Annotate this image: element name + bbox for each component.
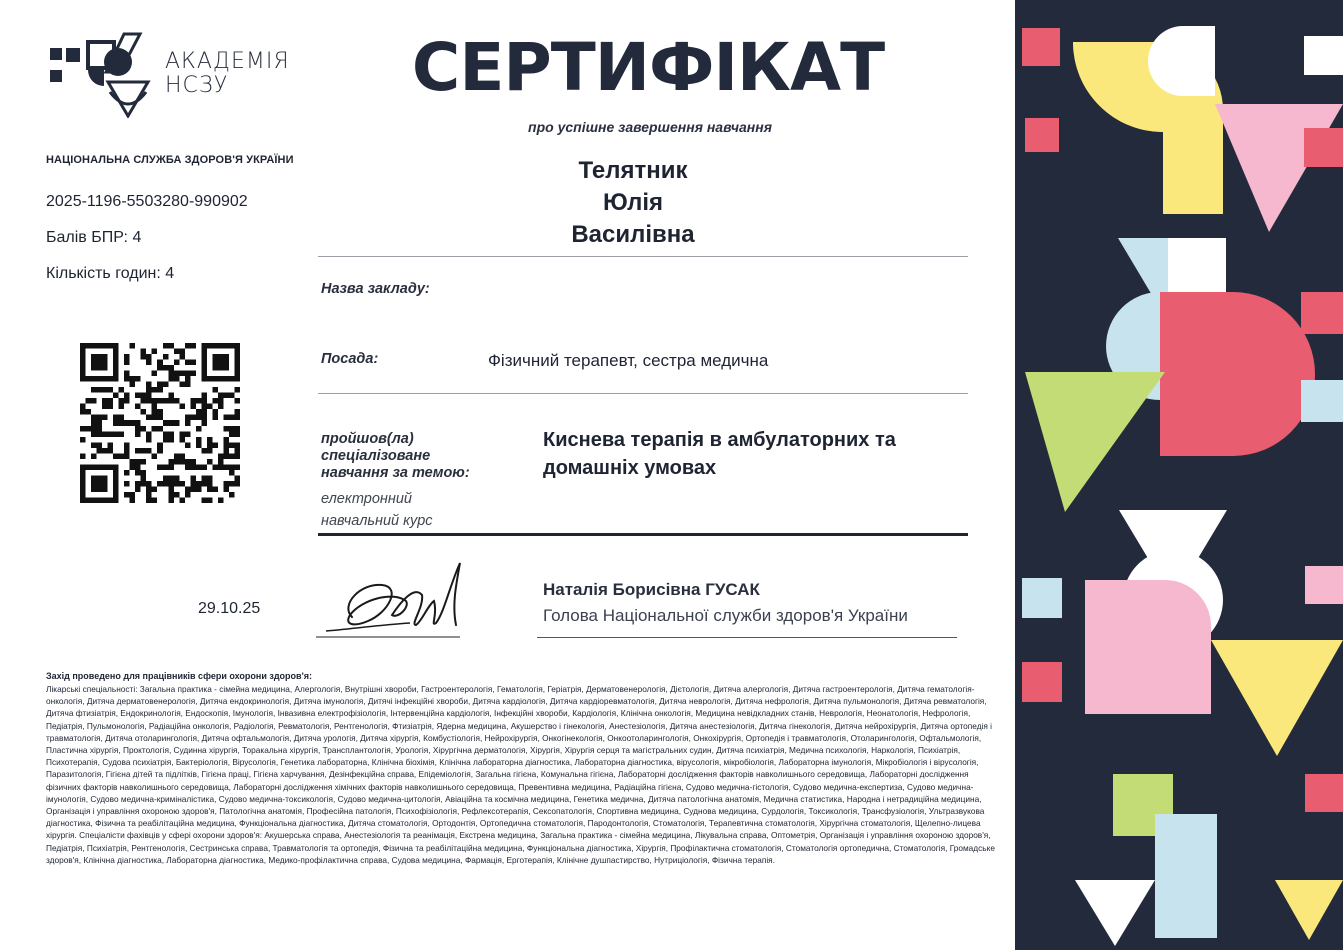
- course-type-line: електронний: [321, 491, 412, 507]
- signature-image: [310, 555, 470, 645]
- training-label-line: спеціалізоване: [321, 448, 431, 464]
- decorative-pattern: [1015, 0, 1343, 950]
- recipient-patronymic: Василівна: [571, 221, 695, 248]
- position-value: Фізичний терапевт, сестра медична: [488, 351, 769, 370]
- bpr-points: Балів БПР: 4: [46, 229, 142, 246]
- organization-name: НАЦІОНАЛЬНА СЛУЖБА ЗДОРОВ'Я УКРАЇНИ: [46, 154, 294, 166]
- position-label: Посада:: [321, 351, 379, 367]
- signature-line: [537, 637, 957, 638]
- footer-heading: Захід проведено для працівників сфери охорони здоров'я:: [46, 671, 312, 681]
- issue-date: 29.10.25: [198, 600, 261, 617]
- recipient-surname: Телятник: [578, 157, 688, 184]
- footer-specialties: Лікарські спеціальності: Загальна практика - сімейна медицина, Алергологія, Внутрішні хвороби, Гастроентерологія, Гематологія, Геріатрія, Дерматовенерологія, Дієтологія, Дитяча алергологія, Дитяча гастроентерологія, Дитяча гематологія-онкологія, Дитяча дерматовенерологія, Дитяча ендокринологія, Дитяча імунологія, Дитячі інфекційні хвороби, Дитяча кардіологія, Дитяча кардіоревматологія, Дитяча неврологія, Дитяча нефрологія, Дитяча пульмонологія, Дитяча ревматологія, Дитяча фтизіатрія, Ендокринологія, Ендоскопія, Імунологія, Інвазивна електрофізіологія, Інтервенційна кардіологія, Інфекційні хвороби, Кардіологія, Клінічна онкологія, Медицина невідкладних станів, Неврологія, Неонатологія, Нефрологія, Педіатрія, Пульмонологія, Радіаційна онкологія, Радіологія, Ревматологія, Рентгенологія, Фтизіатрія, Ядерна медицина, Акушерство і гінекологія, Анестезіологія, Дитяча анестезіологія, Дитяча гінекологія, Дитяча нейрохірургія, Дитяча ортопедія і травматологія, Дитяча отоларингологія, Дитяча офтальмологія, Дитяча урологія, Дитяча хірургія, Комбустіологія, Нейрохірургія, Онкогінекологія, Онкоотоларингологія, Онкохірургія, Ортопедія і травматологія, Отоларингологія, Офтальмологія, Пластична хірургія, Проктологія, Судинна хірургія, Торакальна хірургія, Трансплантологія, Урологія, Хірургічна дерматологія, Хірургія, Хірургія серця та магістральних судин, Дитяча психіатрія, Медична психологія, Наркологія, Психіатрія, Психотерапія, Судова психіатрія, Бактеріологія, Вірусологія, Генетика лабораторна, Клінічна біохімія, Клінічна лабораторна діагностика, Лабораторна діагностика, вірусологія, мікробіологія, Лабораторна імунологія, Мікробіологія і вірусологія, Паразитологія, Гігієна дітей та підлітків, Гігієна праці, Гігієна харчування, Дезінфекційна справа, Епідеміологія, Загальна гігієна, Комунальна гігієна, Лабораторні дослідження факторів навколишнього середовища, Лабораторні дослідження фізичних факторів навколишнього середовища, Лабораторні дослідження хімічних факторів навколишнього середовища, Превентивна медицина, Радіаційна гігієна, Судово медична-гістологія, Судово медична-експертиза, Судово медична-імунологія, Судово медична-криміналістика, Судово медична-токсикологія, Судово медична-цитологія, Авіаційна та космічна медицина, Генетика медична, Дитяча патологічна анатомія, Медична статистика, Народна і нетрадиційна медицина, Організація і управління охороною здоров'я, Патологічна анатомія, Професійна патологія, Психофізіологія, Рефлексотерапія, Сексопатологія, Спортивна медицина, Суднова медицина, Сурдологія, Токсикологія, Трансфузіологія, Ультразвукова діагностика, Фізична та реабілітаційна медицина, Функціональна діагностика, Дитяча стоматологія, Ортодонтія, Ортопедична стоматологія, Пародонтологія, Стоматологія, Терапевтична стоматологія, Хірургічна стоматологія, Щелепно-лицева хірургія. Спеціалісти фахівців у сфері охорони здоров'я: Акушерська справа, Анестезіологія та реанімація, Екстрена медицина, Загальна практика - сімейна медицина, Лікувальна справа, Оптометрія, Організація і управління охороною здоров'я, Педіатрія, Психіатрія, Рентгенологія, Сестринська справа, Травматологія та ортопедія, Фізична та реабілітаційна медицина, Функціональна діагностика, Хірургія, Профілактична стоматологія, Стоматологія ортопедична, Стоматологія, Громадське здоров'я, Клінічна діагностика, Лабораторна діагностика, Медико-профілактична справа, Судова медицина, Фармація, Ерготерапія, Клінічне душпастирство, Нутриціологія, Фізична терапія.: [46, 684, 995, 865]
- signatory-role: Голова Національної служби здоров'я України: [543, 606, 908, 625]
- akademiia-nszu-logo: [48, 32, 160, 118]
- institution-label: Назва закладу:: [321, 281, 430, 297]
- course-topic: [543, 426, 963, 482]
- course-topic-line: Киснева терапія в амбулаторних та: [543, 429, 896, 451]
- certificate-subtitle: про успішне завершення навчання: [528, 119, 772, 135]
- logo-line-2: НСЗУ: [165, 73, 229, 98]
- certificate-title: СЕРТИФІКАТ: [411, 29, 885, 106]
- course-topic-line: домашніх умовах: [543, 457, 717, 479]
- hours-count: Кількість годин: 4: [46, 265, 175, 282]
- logo-wordmark: [165, 50, 290, 98]
- signatory-name: Наталія Борисівна ГУСАК: [543, 580, 760, 599]
- course-type: [321, 488, 433, 532]
- qr-code: [80, 343, 240, 503]
- training-label-line: навчання за темою:: [321, 465, 470, 481]
- training-label: [321, 431, 470, 482]
- divider-thick: [318, 533, 968, 536]
- divider: [318, 393, 968, 394]
- training-label-line: пройшов(ла): [321, 431, 414, 447]
- recipient-first-name: Юлія: [602, 189, 664, 216]
- course-type-line: навчальний курс: [321, 513, 433, 529]
- certificate-number: 2025-1196-5503280-990902: [46, 193, 248, 210]
- logo-line-1: АКАДЕМІЯ: [165, 49, 290, 74]
- divider: [318, 256, 968, 257]
